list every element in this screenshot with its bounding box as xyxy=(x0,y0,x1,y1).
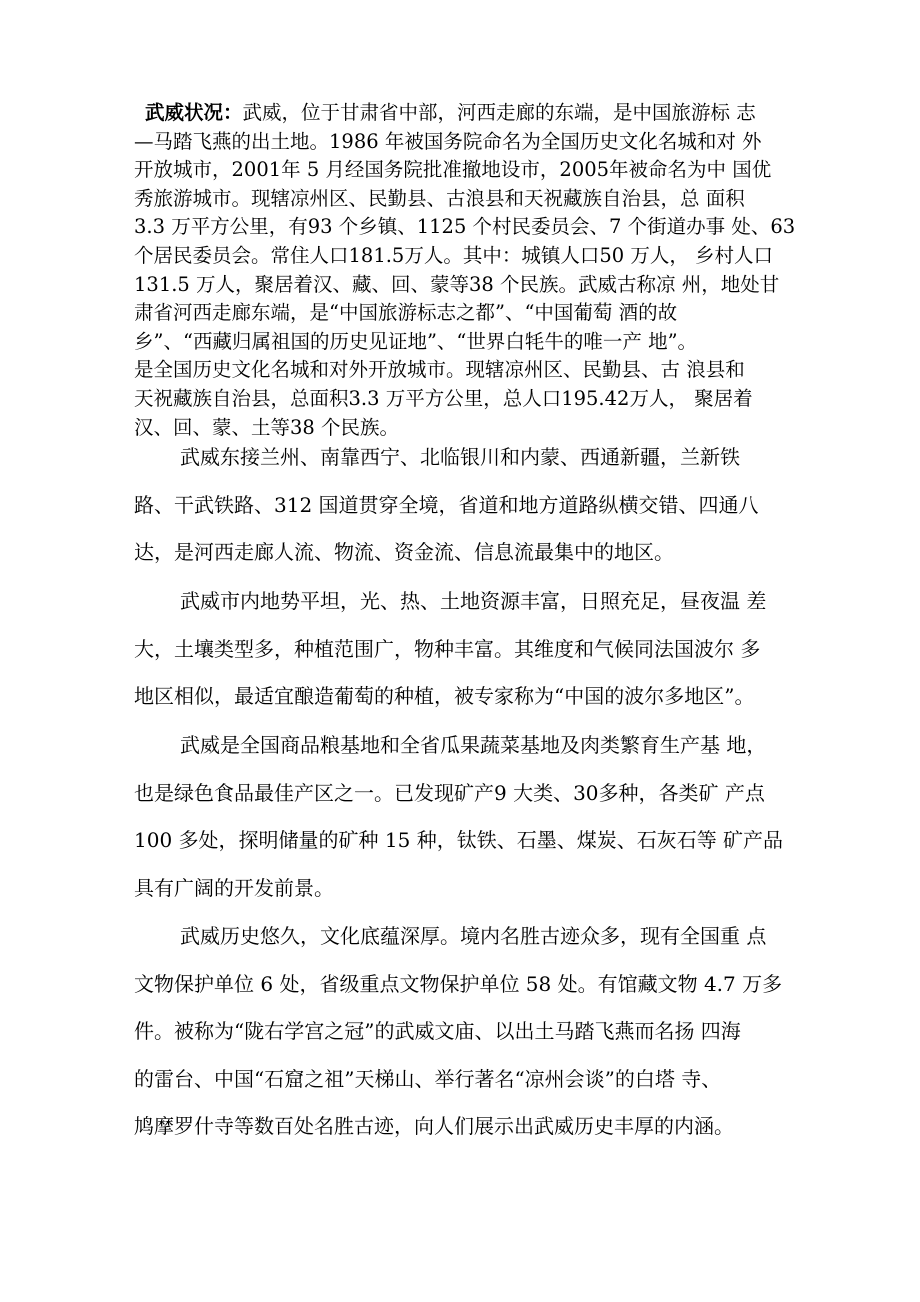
text-line: 大，土壤类型多，种植范围广，物种丰富。其维度和气候同法国波尔 多 xyxy=(134,636,761,661)
text-line: 具有广阔的开发前景。 xyxy=(134,875,334,900)
text-line: 的雷台、中国“石窟之祖”天梯山、举行著名“凉州会谈”的白塔 寺、 xyxy=(134,1066,722,1091)
intro-paragraph xyxy=(134,99,806,442)
text-line: 乡”、“西藏归属祖国的历史见证地”、“世界白牦牛的唯一产 地”。 xyxy=(134,329,698,353)
text-line: 武威是全国商品粮基地和全省瓜果蔬菜基地及肉类繁育生产基 地， xyxy=(180,733,767,757)
text-line: 武威历史悠久，文化底蕴深厚。境内名胜古迹众多，现有全国重 点 xyxy=(180,924,767,948)
text-line: 也是绿色食品最佳产区之一。已发现矿产9 大类、30多种，各类矿 产点 xyxy=(134,780,765,805)
intro-label: 武威状况： xyxy=(145,101,243,124)
text-line: 路、干武铁路、312 国道贯穿全境，省道和地方道路纵横交错、四通八 xyxy=(134,492,759,517)
text-line: 肃省河西走廊东端，是“中国旅游标志之都”、“中国葡萄 酒的故 xyxy=(134,301,678,325)
text-line: 汉、回、蒙、土等38 个民族。 xyxy=(134,415,400,439)
text-line: 天祝藏族自治县，总面积3.3 万平方公里，总人口195.42万人， 聚居着 xyxy=(134,386,753,410)
text-line: 3.3 万平方公里，有93 个乡镇、1125 个村民委员会、7 个街道办事 处、63 xyxy=(134,215,796,239)
text-line: 100 多处，探明储量的矿种 15 种，钛铁、石墨、煤炭、石灰石等 矿产品 xyxy=(134,828,784,852)
terrain-paragraph xyxy=(134,578,802,721)
text-line: 鸠摩罗什寺等数百处名胜古迹，向人们展示出武威历史丰厚的内涵。 xyxy=(134,1114,734,1138)
resources-paragraph xyxy=(134,722,802,912)
transport-paragraph xyxy=(134,434,802,577)
text-line: 武威状况：武威，位于甘肃省中部，河西走廊的东端，是中国旅游标 志 xyxy=(145,101,756,124)
text-line: 个居民委员会。常住人口181.5万人。其中：城镇人口50 万人， 乡村人口 xyxy=(134,243,774,267)
text-line: 武威市内地势平坦，光、热、土地资源丰富，日照充足，昼夜温 差 xyxy=(180,589,767,613)
history-paragraph xyxy=(134,913,802,1151)
text-line: 武威东接兰州、南靠西宁、北临银川和内蒙、西通新疆，兰新铁 xyxy=(180,445,740,469)
text-line: 地区相似，最适宜酿造葡萄的种植，被专家称为“中国的波尔多地区”。 xyxy=(134,684,755,708)
text-line: 文物保护单位 6 处，省级重点文物保护单位 58 处。有馆藏文物 4.7 万多 xyxy=(134,971,783,996)
text-line: 件。被称为“陇右学宫之冠”的武威文庙、以出土马踏飞燕而名扬 四海 xyxy=(134,1019,741,1043)
text-line: 开放城市，2001年 5 月经国务院批准撤地设市，2005年被命名为中 国优 xyxy=(134,158,772,182)
text-line: 131.5 万人，聚居着汉、藏、回、蒙等38 个民族。武威古称凉 州，地处甘 xyxy=(134,272,780,296)
text-line: 秀旅游城市。现辖凉州区、民勤县、古浪县和天祝藏族自治县，总 面积 xyxy=(134,186,745,210)
text-line: 达，是河西走廊人流、物流、资金流、信息流最集中的地区。 xyxy=(134,540,674,564)
text-line: 是全国历史文化名城和对外开放城市。现辖凉州区、民勤县、古 浪县和 xyxy=(134,358,745,382)
text-line: —马踏飞燕的出土地。1986 年被国务院命名为全国历史文化名城和对 外 xyxy=(134,129,762,153)
